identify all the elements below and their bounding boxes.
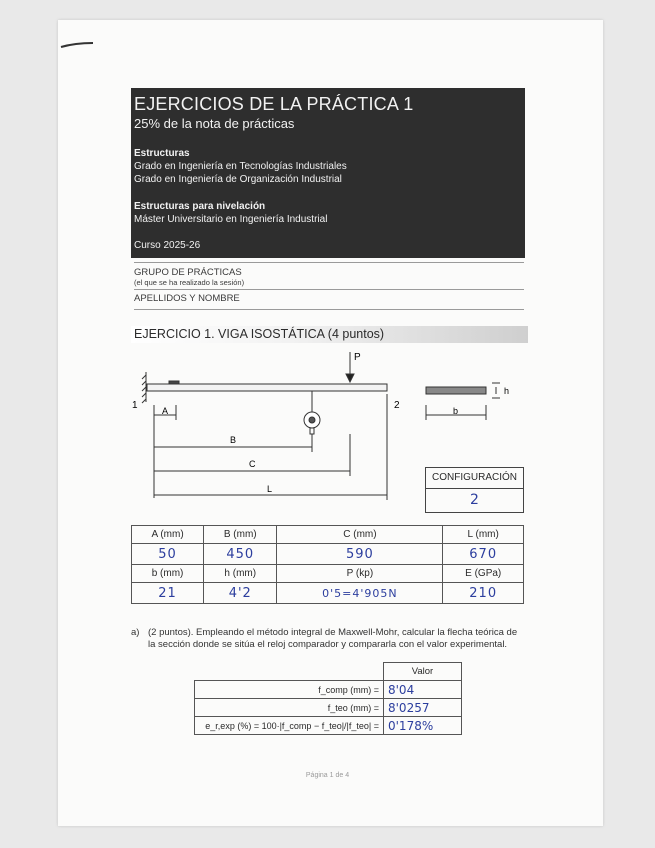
table-value-cell: 210 — [443, 583, 524, 604]
table-header-cell: h (mm) — [204, 565, 277, 583]
table-row — [132, 565, 524, 583]
student-info-box — [134, 262, 524, 310]
question-letter: a) — [131, 627, 140, 638]
beam-data-table — [131, 525, 524, 604]
page-number: Página 1 de 4 — [305, 772, 350, 779]
table-value-cell: 450 — [204, 544, 277, 565]
section-height-label: h — [504, 386, 510, 396]
question-text: (2 puntos). Empleando el método integral de Maxwell-Mohr, calcular la flecha teórica de la sección donde se sitúa el reloj comparador y compararla con el valor experimental. — [148, 627, 518, 650]
dim-a-label: A — [162, 406, 169, 416]
result-label: f_teo (mm) = — [195, 699, 384, 717]
master-line: Máster Universitario en Ingeniería Industrial — [134, 214, 328, 225]
degree-line-1: Grado en Ingeniería en Tecnologías Industriales — [134, 161, 347, 172]
table-row — [195, 717, 462, 735]
title-block — [131, 88, 525, 258]
degree-line-2: Grado en Ingeniería de Organización Industrial — [134, 174, 342, 185]
table-header-cell: E (GPa) — [443, 565, 524, 583]
page-subtitle: 25% de la nota de prácticas — [134, 116, 295, 131]
name-label: APELLIDOS Y NOMBRE — [134, 293, 240, 304]
table-header-cell: B (mm) — [204, 526, 277, 544]
table-row — [132, 583, 524, 604]
support-left-label: 1 — [132, 400, 138, 411]
table-header-cell: A (mm) — [132, 526, 204, 544]
support-right-label: 2 — [394, 400, 400, 411]
configuration-value: 2 — [470, 492, 479, 508]
result-value: 0'178% — [384, 717, 462, 735]
result-value: 8'0257 — [384, 699, 462, 717]
exercise-title: EJERCICIO 1. VIGA ISOSTÁTICA (4 puntos) — [131, 326, 528, 343]
group-label: GRUPO DE PRÁCTICAS — [134, 267, 242, 278]
table-row — [132, 544, 524, 565]
table-header-cell: C (mm) — [277, 526, 443, 544]
section1-heading: Estructuras — [134, 148, 190, 159]
group-note: (el que se ha realizado la sesión) — [134, 278, 245, 287]
table-value-cell: 4'2 — [204, 583, 277, 604]
table-value-cell: 21 — [132, 583, 204, 604]
result-label: e_r,exp (%) = 100·|f_comp − f_teo|/|f_teo| = — [195, 717, 384, 735]
table-row — [195, 663, 462, 681]
table-header-cell: P (kp) — [277, 565, 443, 583]
section-width-label: b — [453, 406, 459, 416]
table-row — [132, 526, 524, 544]
load-label: P — [354, 352, 361, 363]
table-value-cell: 0'5=4'905N — [277, 583, 443, 604]
pen-mark — [60, 42, 94, 48]
page-title: EJERCICIOS DE LA PRÁCTICA 1 — [134, 94, 414, 114]
configuration-box — [425, 467, 524, 513]
table-row — [195, 699, 462, 717]
result-value: 8'04 — [384, 681, 462, 699]
table-value-cell: 50 — [132, 544, 204, 565]
table-header-cell: L (mm) — [443, 526, 524, 544]
configuration-label: CONFIGURACIÓN — [426, 468, 523, 489]
section2-heading: Estructuras para nivelación — [134, 201, 266, 212]
result-label: f_comp (mm) = — [195, 681, 384, 699]
table-header-cell: b (mm) — [132, 565, 204, 583]
dim-b-label: B — [230, 435, 237, 445]
dim-c-label: C — [249, 459, 256, 469]
results-table — [194, 662, 462, 735]
results-header: Valor — [384, 663, 462, 681]
dim-l-label: L — [267, 484, 273, 494]
course-label: Curso 2025-26 — [134, 240, 201, 251]
table-row — [195, 681, 462, 699]
table-value-cell: 590 — [277, 544, 443, 565]
table-value-cell: 670 — [443, 544, 524, 565]
